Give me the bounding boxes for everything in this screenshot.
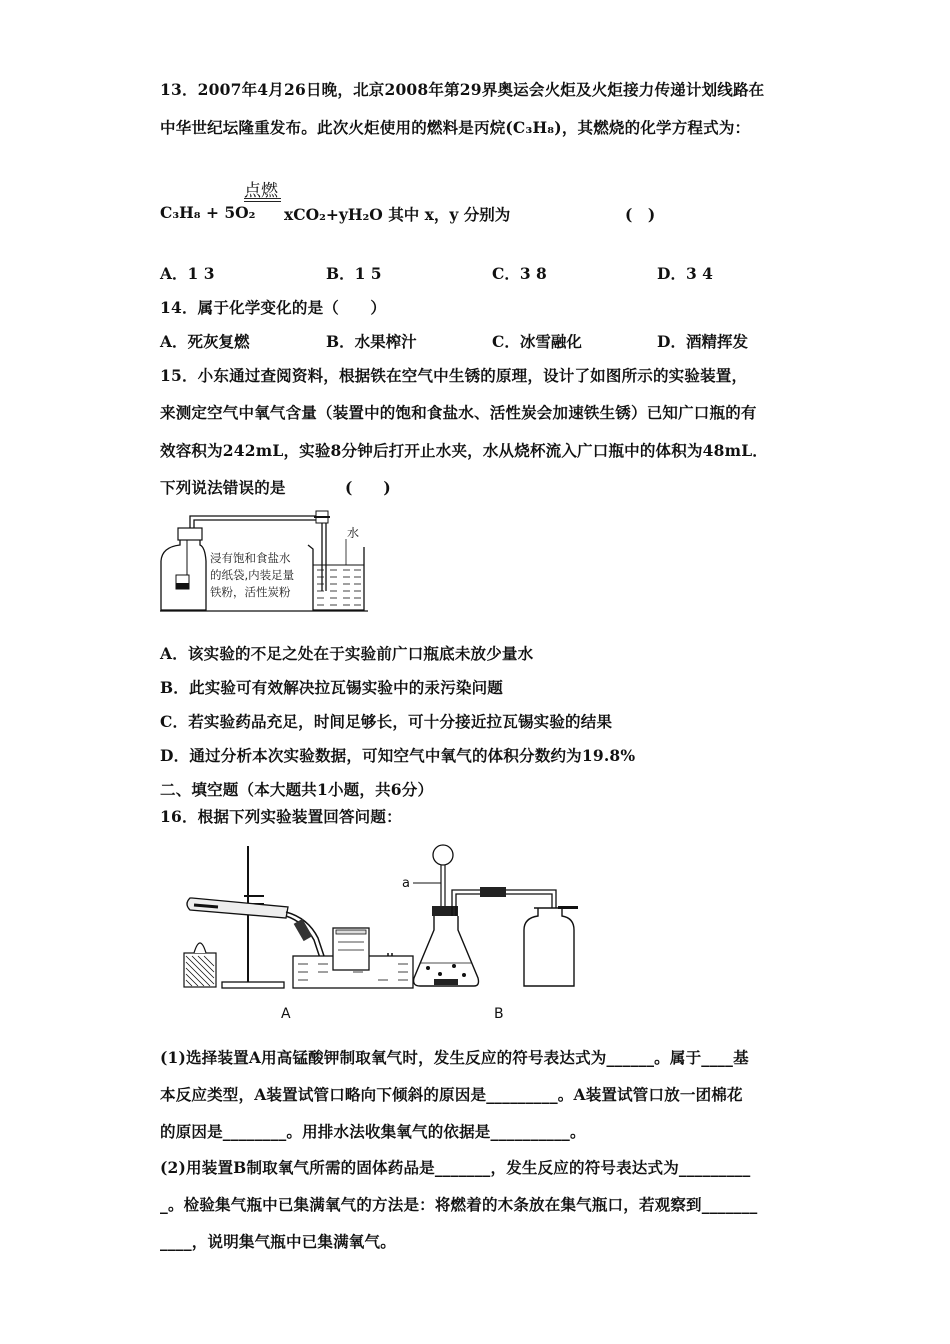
q14-option-d: D．酒精挥发 [657,332,748,351]
iron-stand-base [222,982,284,988]
flask-stopper [432,906,458,916]
q15-line3: 效容积为242mL，实验8分钟后打开止水夹，水从烧杯流入广口瓶中的体积为48mL． [160,441,769,460]
q13-line2: 中华世纪坛隆重发布。此次火炬使用的燃料是丙烷(C₃H₈)，其燃烧的化学方程式为： [160,118,751,137]
q16-apparatus-figure [178,838,598,1023]
q16-part2-line3: ____，说明集气瓶中已集满氧气。 [160,1232,396,1251]
test-tube [187,898,288,918]
equation-double-line-top [244,198,281,199]
q13-equation-left: C₃H₈ + 5O₂ [160,203,256,222]
q15-apparatus-figure [158,503,383,615]
apparatus-a-label: A [281,1006,291,1022]
bag-label-line3: 铁粉，活性炭粉 [210,585,291,599]
q15-line2: 来测定空气中氧气含量（装置中的饱和食盐水、活性炭会加速铁生锈）已知广口瓶的有 [160,403,757,422]
q15-option-a: A．该实验的不足之处在于实验前广口瓶底未放少量水 [160,644,534,663]
q14-option-b: B．水果榨汁 [326,332,417,351]
reaction-condition: 点燃 [244,181,278,201]
q15-option-d: D．通过分析本次实验数据，可知空气中氧气的体积分数约为19.8% [160,746,636,765]
q15-line1: 15．小东通过查阅资料，根据铁在空气中生锈的原理，设计了如图所示的实验装置， [160,366,748,385]
collecting-bottle-b [524,908,574,986]
q16-part2-line2: _。检验集气瓶中已集满氧气的方法是：将燃着的木条放在集气瓶口，若观察到_______ [160,1195,758,1214]
q15-option-c: C．若实验药品充足，时间足够长，可十分接近拉瓦锡实验的结果 [160,712,613,731]
q16-part1-line3: 的原因是________。用排水法收集氧气的依据是__________。 [160,1122,586,1141]
separatory-funnel [433,845,453,865]
q16-part2-line1: (2)用装置B制取氧气所需的固体药品是_______，发生反应的符号表达式为_________ [160,1158,751,1177]
q13-equation-right: xCO₂+yH₂O 其中 x，y 分别为 [284,205,511,224]
equation-double-line-bottom [244,201,281,202]
bag-label-line2: 的纸袋,内装足量 [210,568,295,582]
q16-part1-line1: (1)选择装置A用高锰酸钾制取氧气时，发生反应的符号表达式为______。属于____基 [160,1048,749,1067]
beaker [308,545,364,610]
bag-label-line1: 浸有饱和食盐水 [210,551,291,565]
q13-option-c: C．3 8 [492,264,547,283]
q13-line1: 13．2007年4月26日晚，北京2008年第29界奥运会火炬及火炬接力传递计划线路在 [160,80,765,99]
q15-line4: 下列说法错误的是 [160,478,286,497]
q14-stem: 14．属于化学变化的是（ ） [160,298,387,317]
section-heading: 二、填空题（本大题共1小题，共6分） [160,780,434,799]
q16-part1-line2: 本反应类型，A装置试管口略向下倾斜的原因是_________。A装置试管口放一团棉花 [160,1085,743,1104]
q15-option-b: B．此实验可有效解决拉瓦锡实验中的汞污染问题 [160,678,504,697]
bottle-stopper [178,528,202,540]
q14-option-a: A．死灰复燃 [160,332,250,351]
funnel-label-a: a [402,876,410,891]
q13-option-a: A．1 3 [160,264,215,283]
apparatus-b-label: B [494,1006,504,1022]
q13-option-d: D．3 4 [657,264,713,283]
water-label: 水 [347,526,360,540]
q13-option-b: B．1 5 [326,264,382,283]
q15-answer-paren: ( ) [345,478,391,497]
q16-stem: 16．根据下列实验装置回答问题： [160,807,402,826]
conical-flask [414,916,479,986]
q13-answer-paren: ( ) [625,205,656,224]
q14-option-c: C．冰雪融化 [492,332,582,351]
